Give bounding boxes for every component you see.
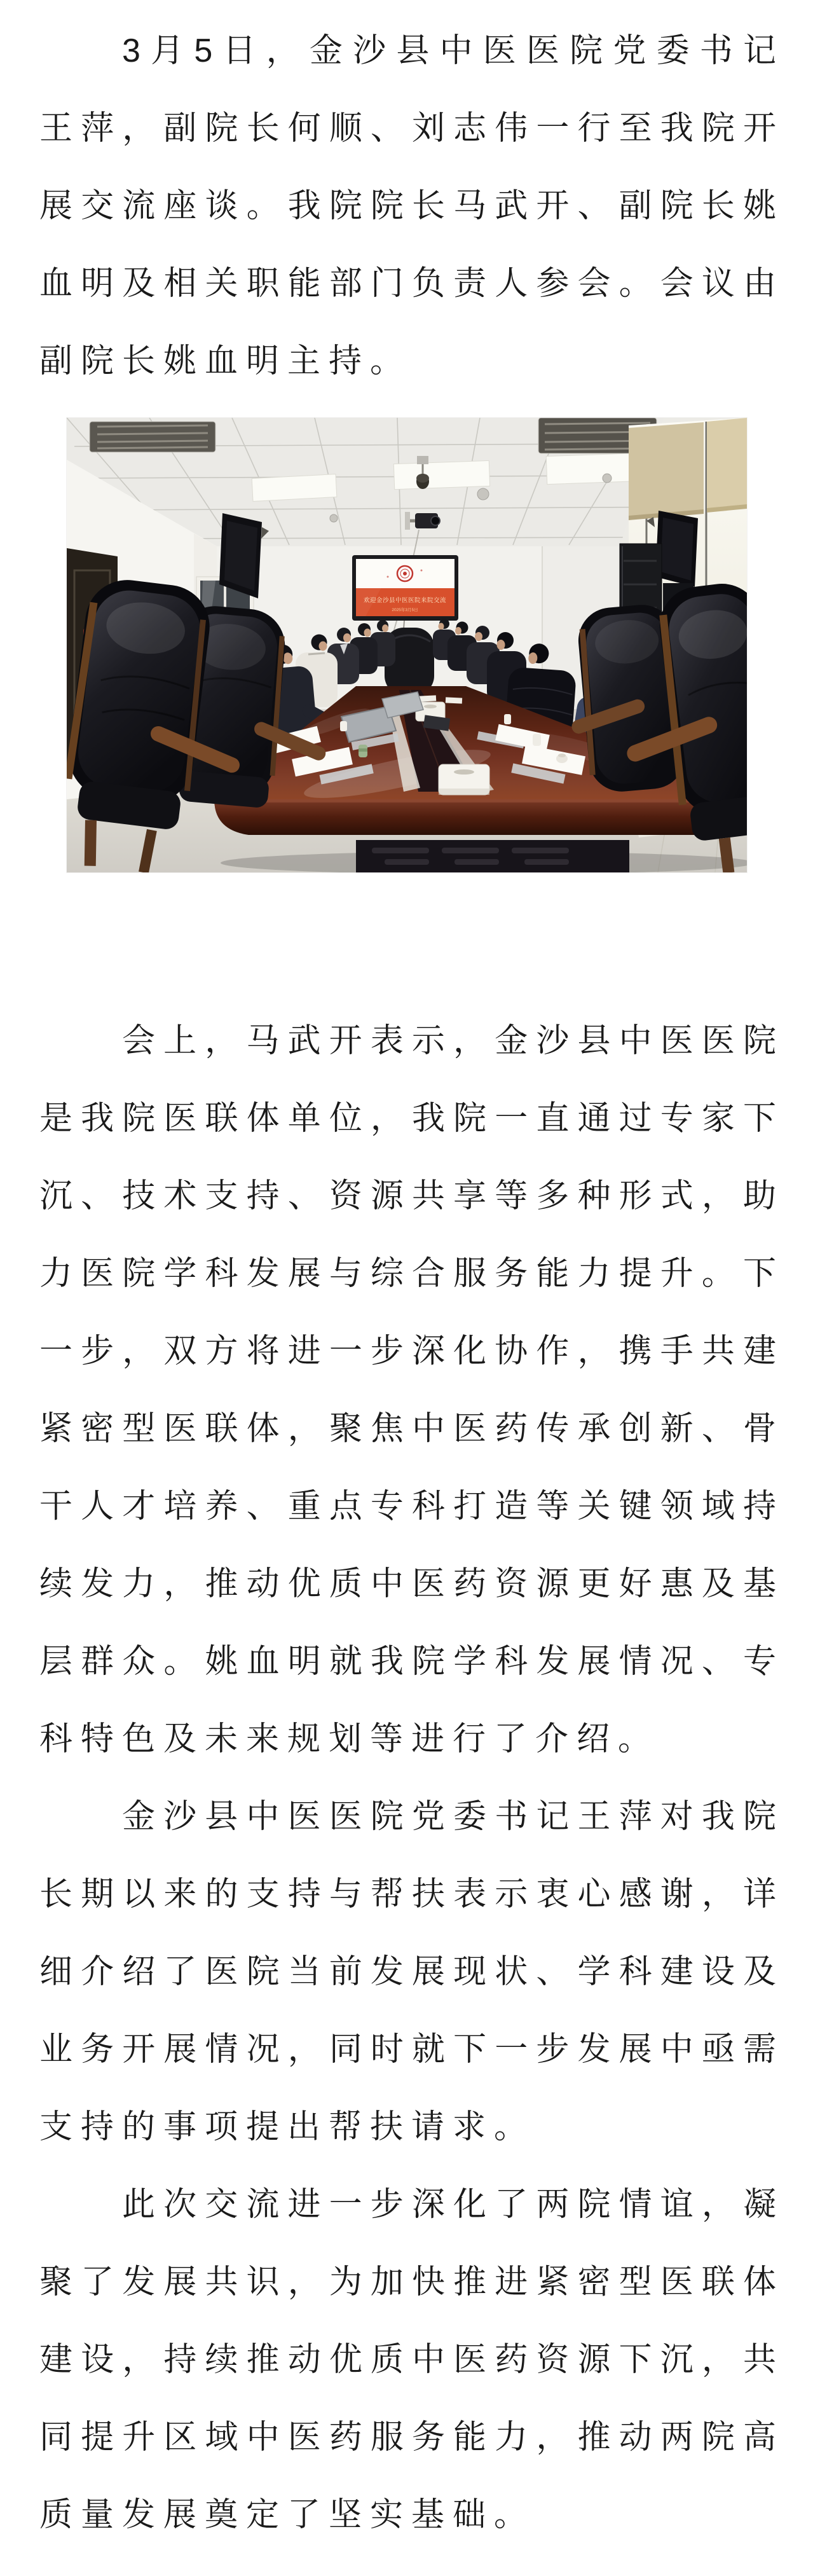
roller-blind [629, 422, 704, 520]
ceiling-sensor [477, 488, 489, 500]
table-base-cabinet [356, 840, 629, 872]
meeting-photo [67, 418, 747, 872]
tv-slide-date: 2025年3月5日 [392, 608, 418, 612]
paragraph-4: 此次交流进一步深化了两院情谊，凝聚了发展共识，为加快推进紧密型医联体建设，持续推动优质中医药资源下沉，共同提升区域中医药服务能力，推动两院高质量发展奠定了坚实基础。 [39, 2186, 784, 2533]
paragraph-1: 3月5日，金沙县中医医院党委书记王萍，副院长何顺、刘志伟一行至我院开展交流座谈。我院院长马武开、副院长姚血明及相关职能部门负责人参会。会议由副院长姚血明主持。 [39, 32, 784, 380]
paragraph-3: 金沙县中医医院党委书记王萍对我院长期以来的支持与帮扶表示衷心感谢，详细介绍了医院当前发展现状、学科建设及业务开展情况，同时就下一步发展中亟需支持的事项提出帮扶请求。 [39, 1798, 784, 2146]
roller-blind [707, 418, 747, 512]
tissue-box [439, 764, 489, 795]
paragraph-2: 会上，马武开表示，金沙县中医医院是我院医联体单位，我院一直通过专家下沉、技术支持、资源共享等多种形式，助力医院学科发展与综合服务能力提升。下一步，双方将进一步深化协作，携手共建紧密型医联体，聚焦中医药传承创新、骨干人才培养、重点专科打造等关键领域持续发力，推动优质中医药资源更好惠及基层群众。姚血明就我院学科发展情况、专科特色及未来规划等进行了介绍。 [39, 1023, 784, 1758]
tv-slide-title: 欢迎金沙县中医医院来院交流 [363, 597, 447, 604]
air-vent-left [90, 422, 215, 452]
meeting-room-illustration [67, 418, 747, 872]
